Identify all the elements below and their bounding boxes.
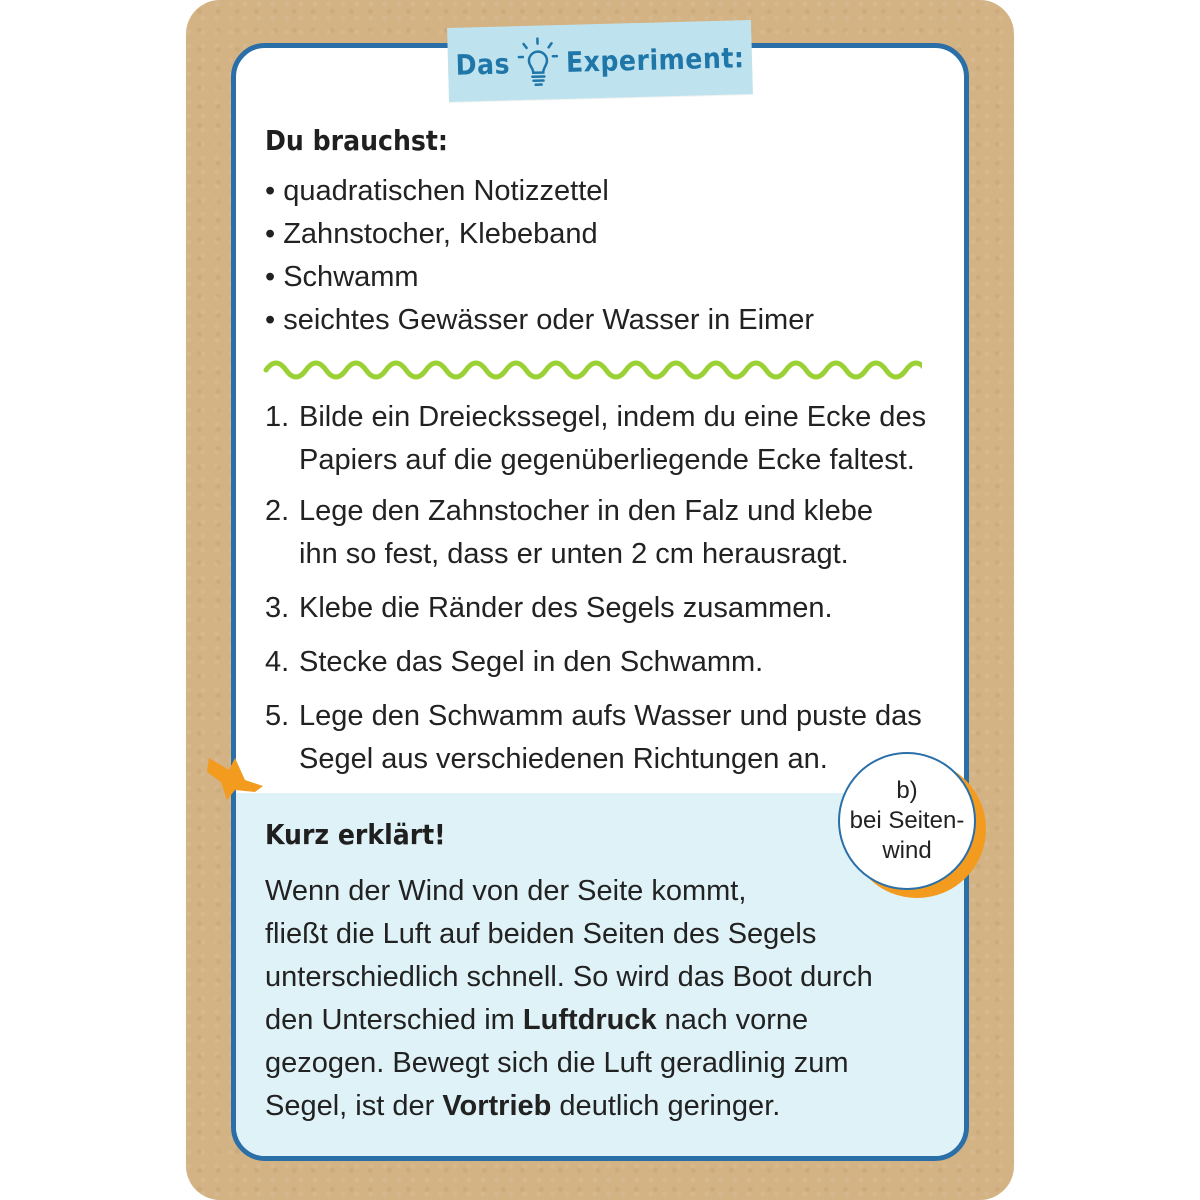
step-number: 1.: [265, 401, 290, 433]
explain-text-segment: nach vorne: [656, 1004, 809, 1036]
step-item: [265, 695, 945, 781]
step-number: 4.: [265, 646, 290, 678]
explain-line: [265, 870, 955, 913]
explain-text-segment: gezogen. Bewegt sich die Luft geradlinig zum: [265, 1047, 849, 1079]
list-item: • Zahnstocher, Klebeband: [265, 213, 814, 256]
explain-text-segment: fließt die Luft auf beiden Seiten des Segels: [265, 918, 817, 950]
arrow-icon: [205, 752, 265, 802]
list-item: • Schwamm: [265, 256, 814, 299]
bubble-line: b): [896, 777, 918, 804]
step-item: [265, 587, 945, 630]
steps-list: [265, 396, 945, 781]
step-line: Bilde ein Dreieckssegel, indem du eine Ecke des: [299, 401, 927, 433]
needs-list: [265, 170, 814, 342]
lightbulb-icon: [515, 36, 560, 89]
title-word-experiment: Experiment:: [565, 40, 745, 79]
step-line: Papiers auf die gegenüberliegende Ecke faltest.: [299, 444, 915, 476]
needs-heading: Du brauchst:: [265, 124, 448, 157]
explain-text-segment: den Unterschied im: [265, 1004, 523, 1036]
explain-line: [265, 913, 955, 956]
step-line: Klebe die Ränder des Segels zusammen.: [299, 592, 833, 624]
step-line: Lege den Zahnstocher in den Falz und klebe: [299, 495, 873, 527]
step-line: Stecke das Segel in den Schwamm.: [299, 646, 764, 678]
step-item: [265, 490, 945, 576]
explain-paragraph: [265, 870, 955, 1128]
wavy-divider: [262, 352, 922, 382]
bubble-line: wind: [882, 837, 932, 864]
step-number: 3.: [265, 592, 290, 624]
step-line: Segel aus verschiedenen Richtungen an.: [299, 743, 828, 775]
explain-text-segment: unterschiedlich schnell. So wird das Boot durch: [265, 961, 873, 993]
title-word-das: Das: [455, 46, 511, 82]
explain-text-segment: deutlich geringer.: [551, 1090, 781, 1122]
list-item: • seichtes Gewässer oder Wasser in Eimer: [265, 299, 814, 342]
bubble-line: bei Seiten-: [849, 807, 965, 834]
explain-text-segment: Segel, ist der: [265, 1090, 443, 1122]
explain-heading: Kurz erklärt!: [265, 818, 446, 851]
bold-term-luftdruck: Luftdruck: [522, 1004, 657, 1036]
explain-line: [265, 1042, 955, 1085]
step-number: 2.: [265, 495, 290, 527]
bold-term-vortrieb: Vortrieb: [442, 1090, 552, 1122]
list-item: • quadratischen Notizzettel: [265, 170, 814, 213]
step-line: Lege den Schwamm aufs Wasser und puste das: [299, 700, 922, 732]
step-item: [265, 641, 945, 684]
step-item: [265, 396, 945, 482]
step-number: 5.: [265, 700, 290, 732]
explain-line: [265, 956, 955, 999]
step-line: ihn so fest, dass er unten 2 cm herausragt.: [299, 538, 849, 570]
title-banner: [447, 20, 753, 102]
explain-line: [265, 1085, 955, 1128]
explain-line: [265, 999, 955, 1042]
explain-text-segment: Wenn der Wind von der Seite kommt,: [265, 875, 747, 907]
